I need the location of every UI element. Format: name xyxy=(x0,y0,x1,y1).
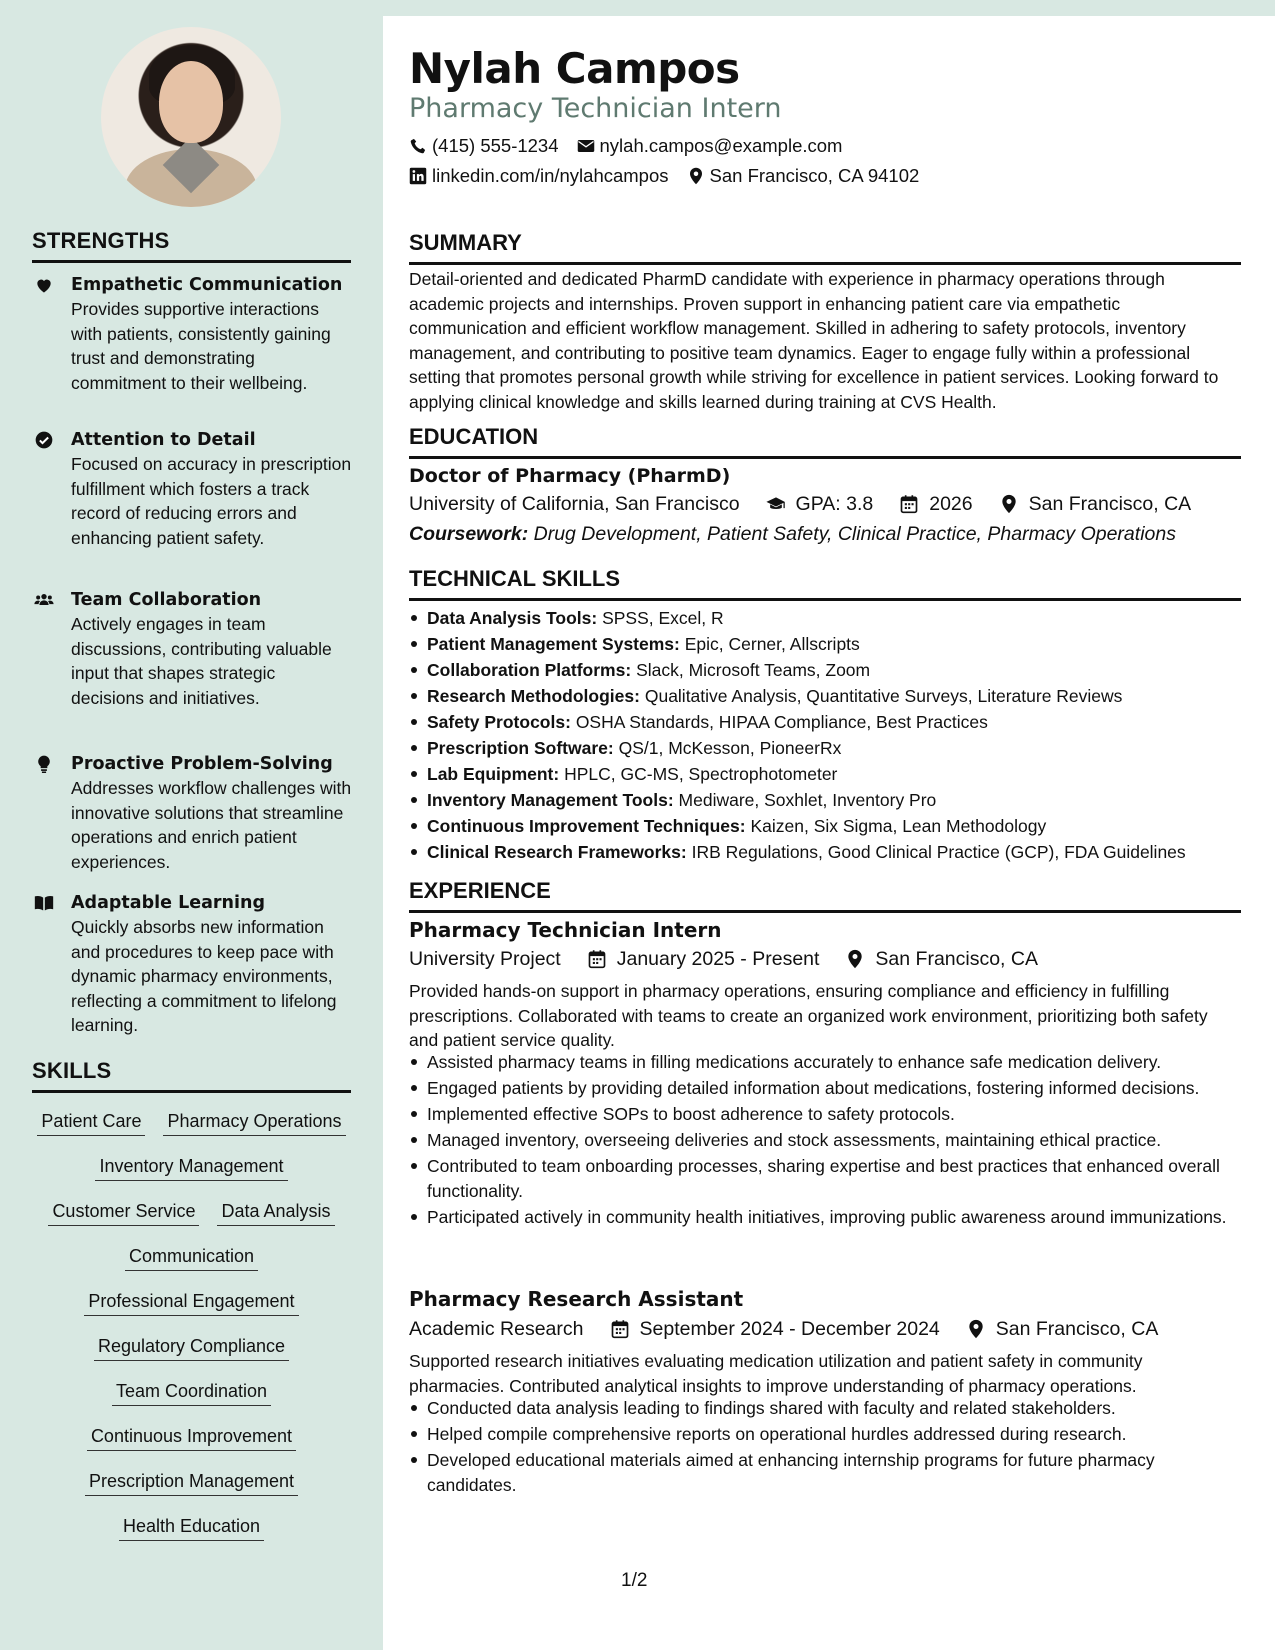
sidebar xyxy=(0,0,383,1650)
phone-icon xyxy=(409,137,427,155)
location-item xyxy=(687,164,920,188)
skill-tag: Professional Engagement xyxy=(84,1287,298,1316)
education-heading: EDUCATION xyxy=(409,424,1241,459)
job-meta xyxy=(409,945,1241,973)
linkedin-item[interactable] xyxy=(409,164,669,188)
list-item: Engaged patients by providing detailed information about medications, fostering informed decisions. xyxy=(409,1076,1241,1101)
map-pin-icon xyxy=(999,494,1019,514)
technical-skills-heading: TECHNICAL SKILLS xyxy=(409,566,1241,601)
list-item: Safety Protocols: OSHA Standards, HIPAA Compliance, Best Practices xyxy=(409,710,1241,735)
list-item: Assisted pharmacy teams in filling medications accurately to enhance safe medication delivery. xyxy=(409,1050,1241,1075)
skill-tag: Communication xyxy=(125,1242,258,1271)
coursework-list: Drug Development, Patient Safety, Clinical Practice, Pharmacy Operations xyxy=(533,523,1176,545)
book-icon xyxy=(32,893,56,913)
page-number: 1/2 xyxy=(621,1570,648,1591)
skill-tag: Regulatory Compliance xyxy=(94,1332,289,1361)
heart-icon xyxy=(32,275,56,295)
technical-skills-list xyxy=(409,606,1241,866)
strength-desc: Provides supportive interactions with patients, consistently gaining trust and demonstrating commitment to their wellbeing. xyxy=(71,299,331,393)
school-location: San Francisco, CA xyxy=(1028,493,1192,515)
list-item: Lab Equipment: HPLC, GC-MS, Spectrophotometer xyxy=(409,762,1241,787)
linkedin-icon xyxy=(409,167,427,185)
job-org: University Project xyxy=(409,948,561,970)
education-meta xyxy=(409,490,1241,518)
school-name: University of California, San Francisco xyxy=(409,493,740,515)
strength-item xyxy=(32,752,352,874)
candidate-name: Nylah Campos xyxy=(409,44,740,93)
calendar-icon xyxy=(899,494,919,514)
users-icon xyxy=(32,590,56,610)
list-item: Helped compile comprehensive reports on operational hurdles addressed during research. xyxy=(409,1422,1241,1447)
list-item: Participated actively in community health initiatives, improving public awareness around immunizations. xyxy=(409,1205,1241,1230)
skill-tag: Inventory Management xyxy=(95,1152,287,1181)
graduation-year: 2026 xyxy=(929,493,973,515)
list-item: Developed educational materials aimed at enhancing internship programs for future pharmacy candidates. xyxy=(409,1448,1241,1497)
list-item: Managed inventory, overseeing deliveries and stock assessments, maintaining ethical practice. xyxy=(409,1128,1241,1153)
calendar-icon xyxy=(610,1319,630,1339)
strength-desc: Quickly absorbs new information and procedures to keep pace with dynamic pharmacy environments, reflecting a commitment to lifelong learning. xyxy=(71,917,337,1035)
skill-tag: Patient Care xyxy=(37,1107,145,1136)
skill-tag: Customer Service xyxy=(48,1197,199,1226)
email-item[interactable] xyxy=(577,134,843,158)
list-item: Prescription Software: QS/1, McKesson, PioneerRx xyxy=(409,736,1241,761)
skill-tag: Pharmacy Operations xyxy=(163,1107,345,1136)
map-pin-icon xyxy=(845,949,865,969)
graduation-cap-icon xyxy=(766,494,786,514)
strength-item xyxy=(32,273,352,395)
skill-tag: Data Analysis xyxy=(217,1197,334,1226)
list-item: Clinical Research Frameworks: IRB Regulations, Good Clinical Practice (GCP), FDA Guidelines xyxy=(409,840,1241,865)
job-org: Academic Research xyxy=(409,1318,584,1340)
coursework-label: Coursework: xyxy=(409,523,529,545)
skills-heading: SKILLS xyxy=(32,1058,351,1093)
coursework xyxy=(409,520,1241,548)
skill-tag: Team Coordination xyxy=(112,1377,271,1406)
strength-title: Attention to Detail xyxy=(71,430,256,450)
lightbulb-icon xyxy=(32,754,56,774)
skills-list xyxy=(32,1107,351,1557)
list-item: Continuous Improvement Techniques: Kaizen, Six Sigma, Lean Methodology xyxy=(409,814,1241,839)
avatar xyxy=(101,27,281,207)
check-circle-icon xyxy=(32,430,56,450)
strength-item xyxy=(32,891,352,1038)
phone-item xyxy=(409,134,559,158)
list-item: Collaboration Platforms: Slack, Microsoft Teams, Zoom xyxy=(409,658,1241,683)
contact-row xyxy=(409,134,1241,158)
strength-title: Proactive Problem-Solving xyxy=(71,754,333,774)
list-item: Research Methodologies: Qualitative Analysis, Quantitative Surveys, Literature Reviews xyxy=(409,684,1241,709)
strength-desc: Focused on accuracy in prescription fulfillment which fosters a track record of reducing errors and enhancing patient safety. xyxy=(71,454,352,548)
degree-title: Doctor of Pharmacy (PharmD) xyxy=(409,465,731,487)
skill-tag: Continuous Improvement xyxy=(87,1422,296,1451)
skill-tag: Prescription Management xyxy=(85,1467,298,1496)
job-title: Pharmacy Technician Intern xyxy=(409,918,722,942)
strength-desc: Actively engages in team discussions, contributing valuable input that shapes strategic decisions and initiatives. xyxy=(71,614,332,708)
candidate-title: Pharmacy Technician Intern xyxy=(409,93,782,124)
envelope-icon xyxy=(577,137,595,155)
job-dates: January 2025 - Present xyxy=(616,948,820,970)
job-summary: Supported research initiatives evaluating medication utilization and patient safety in community pharmacies. Contributed analytical insights to improve understanding of pharmacy operations. xyxy=(409,1351,1143,1396)
location-text: San Francisco, CA 94102 xyxy=(709,165,920,186)
job-bullets xyxy=(409,1050,1241,1231)
strength-title: Team Collaboration xyxy=(71,590,262,610)
experience-heading: EXPERIENCE xyxy=(409,878,1241,913)
linkedin-text[interactable]: linkedin.com/in/nylahcampos xyxy=(432,165,669,186)
job-summary: Provided hands-on support in pharmacy operations, ensuring compliance and efficiency in fulfilling prescriptions. Collaborated with teams to create an organized work environment, prioritizing both safety and patient service quality. xyxy=(409,981,1208,1050)
job-title: Pharmacy Research Assistant xyxy=(409,1287,744,1311)
job-meta xyxy=(409,1315,1241,1343)
job-location: San Francisco, CA xyxy=(995,1318,1159,1340)
list-item: Inventory Management Tools: Mediware, Soxhlet, Inventory Pro xyxy=(409,788,1241,813)
strength-item xyxy=(32,588,352,710)
list-item: Implemented effective SOPs to boost adherence to safety protocols. xyxy=(409,1102,1241,1127)
map-pin-icon xyxy=(687,167,705,185)
email-text[interactable]: nylah.campos@example.com xyxy=(599,135,843,156)
list-item: Patient Management Systems: Epic, Cerner, Allscripts xyxy=(409,632,1241,657)
strength-title: Adaptable Learning xyxy=(71,893,265,913)
job-bullets xyxy=(409,1396,1241,1499)
summary-text: Detail-oriented and dedicated PharmD candidate with experience in pharmacy operations through academic projects and internships. Proven support in enhancing patient care via empathetic communication and efficient workflow management. Skilled in adhering to safety protocols, inventory management, and contributing to positive team dynamics. Eager to engage fully within a professional setting that promotes personal growth while striving for excellence in patient services. Looking forward to applying clinical knowledge and skills learned during training at CVS Health. xyxy=(409,269,1219,412)
main-content xyxy=(383,16,1275,1650)
job-dates: September 2024 - December 2024 xyxy=(639,1318,940,1340)
gpa-text: GPA: 3.8 xyxy=(795,493,874,515)
list-item: Data Analysis Tools: SPSS, Excel, R xyxy=(409,606,1241,631)
list-item: Conducted data analysis leading to findings shared with faculty and related stakeholders. xyxy=(409,1396,1241,1421)
calendar-icon xyxy=(587,949,607,969)
strength-desc: Addresses workflow challenges with innovative solutions that streamline operations and enrich patient experiences. xyxy=(71,778,352,872)
summary-heading: SUMMARY xyxy=(409,230,1241,265)
strengths-heading: STRENGTHS xyxy=(32,228,351,263)
contact-row xyxy=(409,164,1241,188)
job-location: San Francisco, CA xyxy=(875,948,1038,970)
phone-text: (415) 555-1234 xyxy=(432,135,559,156)
strength-item xyxy=(32,428,352,550)
strength-title: Empathetic Communication xyxy=(71,275,343,295)
map-pin-icon xyxy=(966,1319,986,1339)
list-item: Contributed to team onboarding processes, sharing expertise and best practices that enhanced overall functionality. xyxy=(409,1154,1241,1203)
skill-tag: Health Education xyxy=(119,1512,264,1541)
